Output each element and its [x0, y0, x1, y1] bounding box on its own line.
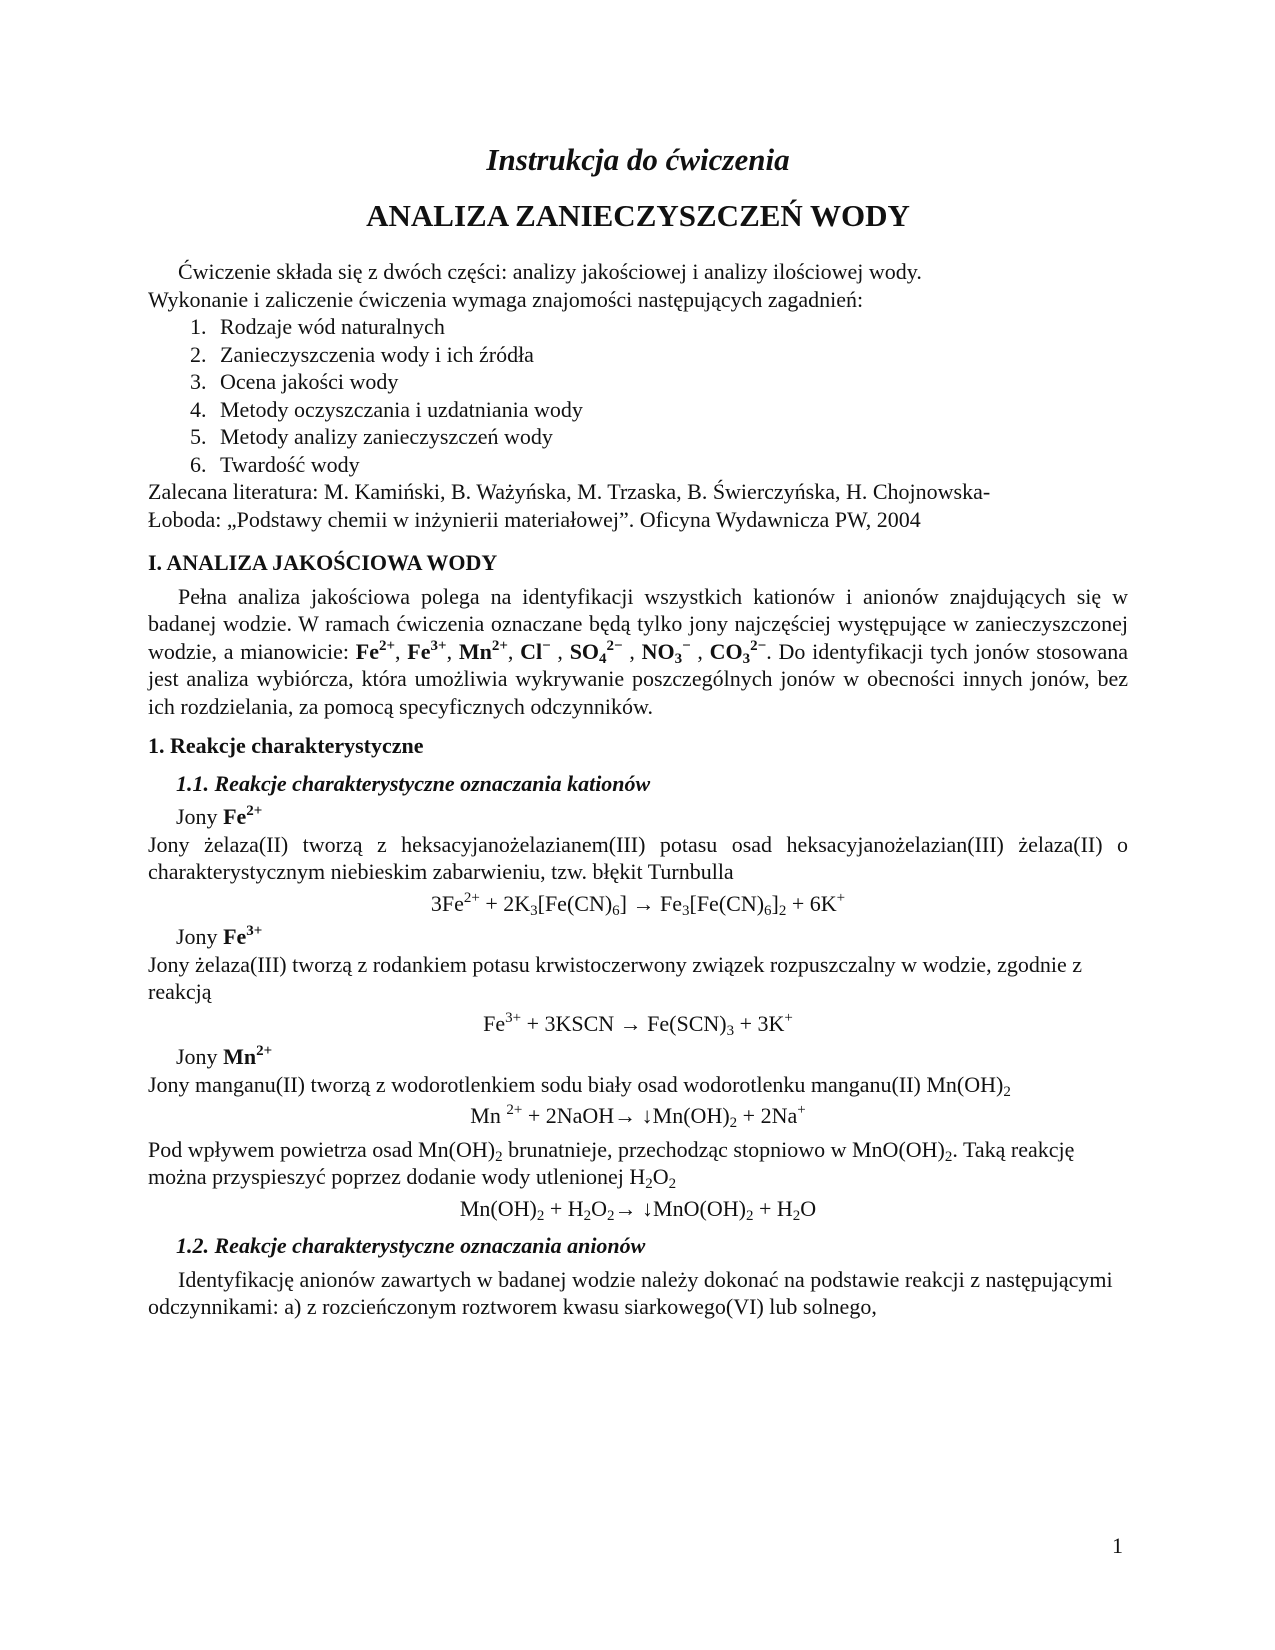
- topic-item: 4. Metody oczyszczania i uzdatniania wody: [212, 396, 1128, 424]
- intro-line-1: Ćwiczenie składa się z dwóch części: analizy jakościowej i analizy ilościowej wody.: [178, 259, 922, 284]
- ion-mn2: $Mn^{2+}$: [458, 637, 508, 664]
- document-page: [148, 140, 1128, 1321]
- mn2-oxidation-text: Pod wpływem powietrza osad $Mn(OH)_2$ brunatnieje, przechodząc stopniowo w $MnO(OH)_2$. Taką reakcję można przyspieszyć poprzez dodanie wody utlenionej $H_2O_2$: [148, 1136, 1075, 1192]
- equation-fe3: $Fe^{3+}$ + 3KSCN → $Fe(SCN)_3 + 3K^+$: [483, 1009, 793, 1039]
- topic-item: 3. Ocena jakości wody: [212, 368, 1128, 396]
- topic-item: 2. Zanieczyszczenia wody i ich źródła: [212, 341, 1128, 369]
- document-subtitle: ANALIZA ZANIECZYSZCZEŃ WODY: [366, 198, 910, 233]
- paragraph-text: Pełna analiza jakościowa polega na identyfikacji wszystkich kationów i anionów znajdujących się w badanej wodzie. W ramach ćwiczenia oznaczane będą tylko jony najczęściej występujące w zanieczyszczonej wodzie, a mianowicie:: [148, 583, 1128, 664]
- ion-label-mn2: Jony $Mn^{2+}$: [176, 1043, 273, 1069]
- ion-fe2: $Fe^{2+}$: [355, 637, 396, 664]
- ion-no3: $NO_3^-$: [641, 637, 691, 667]
- cations-heading: 1.1. Reakcje charakterystyczne oznaczania kationów: [176, 770, 651, 796]
- ion-co3: $CO_3^{2-}$: [709, 637, 767, 667]
- topic-item: 6. Twardość wody: [212, 451, 1128, 479]
- ion-label-fe3: Jony $Fe^{3+}$: [176, 923, 263, 949]
- fe3-description: Jony żelaza(III) tworzą z rodankiem potasu krwistoczerwony związek rozpuszczalny w wodzie, zgodnie z reakcją: [148, 951, 1082, 1004]
- ion-so4: $SO_4^{2-}$: [569, 637, 623, 667]
- literature-line-1: Zalecana literatura: M. Kamiński, B. Ważyńska, M. Trzaska, B. Świerczyńska, H. Chojnowska-: [148, 479, 991, 504]
- section-heading: I. ANALIZA JAKOŚCIOWA WODY: [148, 550, 498, 575]
- ion-label-fe2: Jony $Fe^{2+}$: [176, 803, 263, 829]
- section-paragraph: Pełna analiza jakościowa polega na identyfikacji wszystkich kationów i anionów znajdujących się w badanej wodzie. W ramach ćwiczenia oznaczane będą tylko jony najczęściej występujące w zanieczyszczonej wodzie, a mianowicie: $Fe^{2+}$, $Fe^{3+}$, $Mn^{2+}$, Cl− , $SO_4^{2-}$ , $NO_3^-$ , $CO_3^{2-}$. Do identyfikacji tych jonów stosowana jest analiza wybiórcza, która umożliwia wykrywanie poszczególnych jonów w obecności innych jonów, bez ich rozdzielania, za pomocą specyficznych odczynników.: [148, 583, 1129, 719]
- topic-item: 1. Rodzaje wód naturalnych: [212, 313, 1128, 341]
- page-number: 1: [1112, 1533, 1123, 1558]
- document-title: Instrukcja do ćwiczenia: [486, 142, 790, 177]
- subsection-heading: 1. Reakcje charakterystyczne: [148, 733, 424, 758]
- anions-description: Identyfikację anionów zawartych w badanej wodzie należy dokonać na podstawie reakcji z następującymi odczynnikami: a) z rozcieńczonym roztworem kwasu siarkowego(VI) lub solnego,: [148, 1266, 1113, 1319]
- equation-fe2: $3Fe^{2+} + 2K_3[Fe(CN)_6] \to Fe_3[Fe(CN)_6]_2 + 6K^+$: [430, 889, 846, 919]
- equation-mnooh: $Mn(OH)_2 + H_2O_2\to$ $↓MnO(OH)_2 + H_2O$: [459, 1195, 817, 1224]
- ion-cl: Cl−: [520, 637, 551, 664]
- topic-item: 5. Metody analizy zanieczyszczeń wody: [212, 423, 1128, 451]
- intro-line-2: Wykonanie i zaliczenie ćwiczenia wymaga znajomości następujących zagadnień:: [148, 286, 864, 312]
- mn2-description: Jony manganu(II) tworzą z wodorotlenkiem sodu biały osad wodorotlenku manganu(II) $Mn(OH)_2$: [148, 1071, 1011, 1100]
- ion-fe3: $Fe^{3+}$: [407, 637, 447, 664]
- topics-list: [148, 313, 1128, 478]
- paragraph-text: . Do identyfikacji tych jonów stosowana jest analiza wybiórcza, która umożliwia wykrywanie poszczególnych jonów w obecności innych jonów, bez ich rozdzielania, za pomocą specyficznych odczynników.: [148, 638, 1129, 719]
- equation-mn2: Mn $^{2+}$ + 2NaOH→ $↓Mn(OH)_2 + 2Na^+$: [470, 1102, 806, 1131]
- fe2-description: Jony żelaza(II) tworzą z heksacyjanożelazianem(III) potasu osad heksacyjanożelazian(III) żelaza(II) o charakterystycznym niebieskim zabarwieniu, tzw. błękit Turnbulla: [148, 831, 1128, 884]
- literature-line-2: Łoboda: „Podstawy chemii w inżynierii materiałowej”. Oficyna Wydawnicza PW, 2004: [148, 506, 921, 532]
- anions-heading: 1.2. Reakcje charakterystyczne oznaczania anionów: [176, 1233, 646, 1258]
